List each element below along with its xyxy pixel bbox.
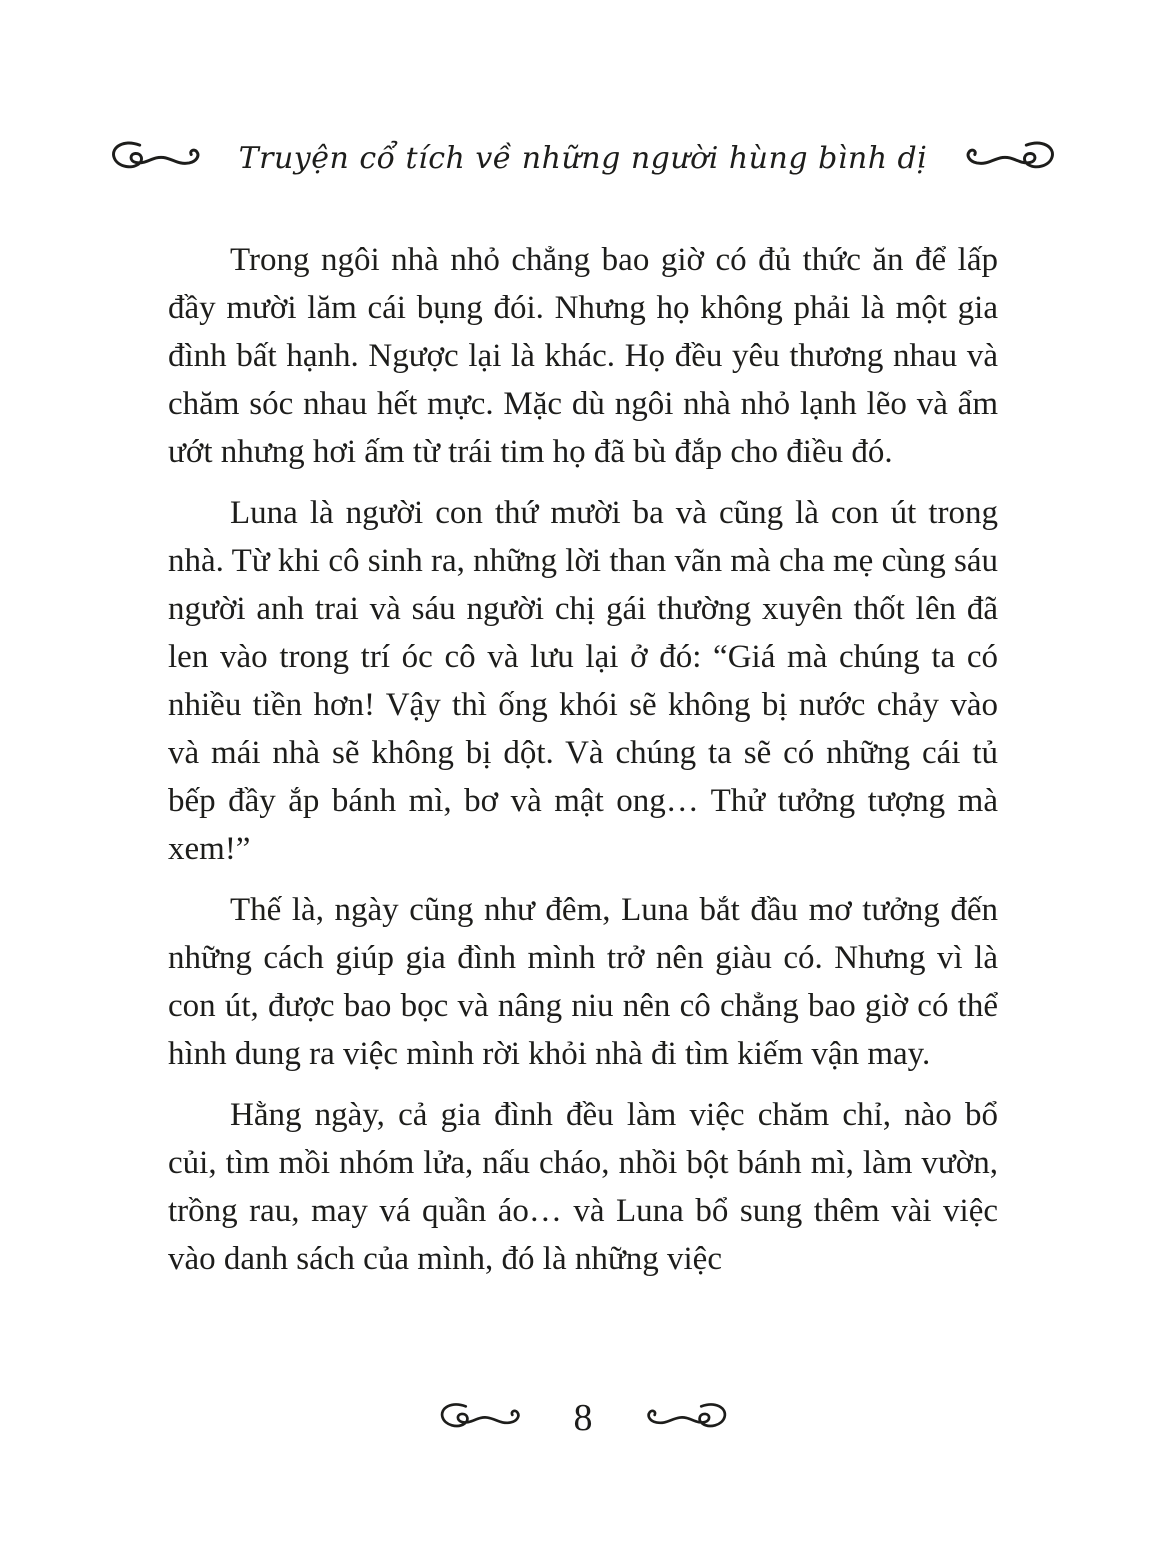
flourish-right-icon [635,1399,729,1437]
running-head [0,126,1166,190]
story-paragraph: Thế là, ngày cũng như đêm, Luna bắt đầu mơ tưởng đến những cách giúp gia đình mình trở nên giàu có. Nhưng vì là con út, được bao bọc và nâng niu nên cô chẳng bao giờ có thể hình dung ra việc mình rời khỏi nhà đi tìm kiếm vận may. [168,892,998,1072]
story-paragraph: Trong ngôi nhà nhỏ chẳng bao giờ có đủ thức ăn để lấp đầy mười lăm cái bụng đói. Nhưng họ không phải là một gia đình bất hạnh. Ngược lại là khác. Họ đều yêu thương nhau và chăm sóc nhau hết mực. Mặc dù ngôi nhà nhỏ lạnh lẽo và ẩm ướt nhưng hơi ấm từ trái tim họ đã bù đắp cho điều đó. [168,242,998,470]
running-head-title: Truyện cổ tích về những người hùng bình dị [238,140,928,176]
flourish-left-icon [109,137,213,179]
story-text [168,236,998,1296]
flourish-left-icon [438,1399,532,1437]
flourish-right-icon [953,137,1057,179]
page-number: 8 [573,1397,593,1439]
page-footer [0,1388,1166,1448]
story-paragraph: Luna là người con thứ mười ba và cũng là con út trong nhà. Từ khi cô sinh ra, những lời than vãn mà cha mẹ cùng sáu người anh trai và sáu người chị gái thường xuyên thốt lên đã len vào trong trí óc cô và lưu lại ở đó: “Giá mà chúng ta có nhiều tiền hơn! Vậy thì ống khói sẽ không bị nước chảy vào và mái nhà sẽ không bị dột. Và chúng ta sẽ có những cái tủ bếp đầy ắp bánh mì, bơ và mật ong… Thử tưởng tượng mà xem!” [168,495,998,867]
story-paragraph: Hằng ngày, cả gia đình đều làm việc chăm chỉ, nào bổ củi, tìm mồi nhóm lửa, nấu cháo, nhồi bột bánh mì, làm vườn, trồng rau, may vá quần áo… và Luna bổ sung thêm vài việc vào danh sách của mình, đó là những việc [168,1097,998,1277]
